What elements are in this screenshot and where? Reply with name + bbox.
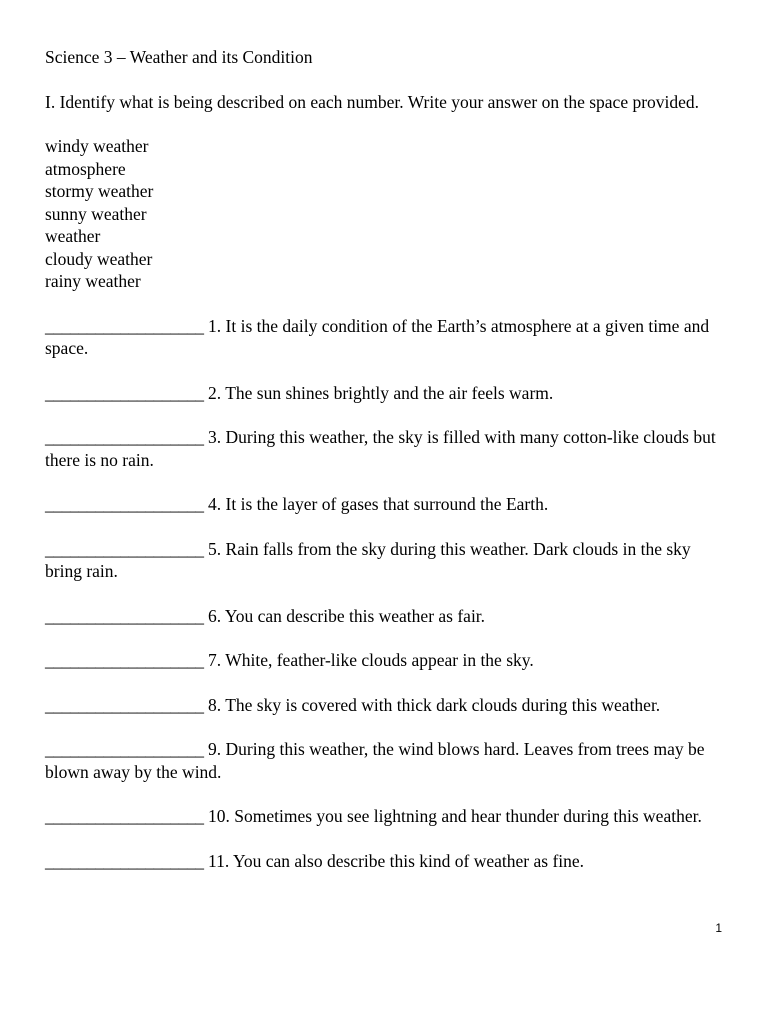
question-text: 3. During this weather, the sky is filled with many cotton-like clouds but there is no rain. xyxy=(45,427,716,470)
question-text: 4. It is the layer of gases that surround the Earth. xyxy=(208,494,549,514)
question-10 xyxy=(45,805,725,828)
answer-blank[interactable]: ___________________ xyxy=(45,605,204,626)
answer-blank[interactable]: ___________________ xyxy=(45,850,204,871)
answer-blank[interactable]: ___________________ xyxy=(45,538,204,559)
question-text: 8. The sky is covered with thick dark clouds during this weather. xyxy=(208,694,661,715)
question-text: 1. It is the daily condition of the Earth’s atmosphere at a given time and space. xyxy=(45,315,710,358)
word-bank xyxy=(45,135,725,293)
question-text: 7. White, feather-like clouds appear in the sky. xyxy=(208,650,534,670)
question-6 xyxy=(45,605,725,628)
answer-blank[interactable]: ___________________ xyxy=(45,427,204,447)
question-text: 5. Rain falls from the sky during this weather. Dark clouds in the sky bring rain. xyxy=(45,538,691,581)
word-bank-item: rainy weather xyxy=(45,271,141,291)
word-bank-item: weather xyxy=(45,226,101,246)
answer-blank[interactable]: ___________________ xyxy=(45,806,204,826)
question-5 xyxy=(45,538,725,583)
word-bank-item: cloudy weather xyxy=(45,248,153,269)
question-7 xyxy=(45,649,725,672)
answer-blank[interactable]: ___________________ xyxy=(45,694,204,715)
question-3 xyxy=(45,426,725,471)
answer-blank[interactable]: ___________________ xyxy=(45,739,204,759)
question-text: 2. The sun shines brightly and the air feels warm. xyxy=(208,382,554,403)
word-bank-item: sunny weather xyxy=(45,203,147,224)
question-9 xyxy=(45,738,725,783)
question-8 xyxy=(45,694,725,717)
question-text: 10. Sometimes you see lightning and hear thunder during this weather. xyxy=(208,806,702,826)
word-bank-item: windy weather xyxy=(45,136,149,156)
word-bank-item: atmosphere xyxy=(45,158,126,179)
question-text: 9. During this weather, the wind blows hard. Leaves from trees may be blown away by the wind. xyxy=(45,739,705,782)
question-text: 11. You can also describe this kind of weather as fine. xyxy=(208,850,585,871)
worksheet-title: Science 3 – Weather and its Condition xyxy=(45,47,313,67)
answer-blank[interactable]: ___________________ xyxy=(45,315,204,336)
question-text: 6. You can describe this weather as fair. xyxy=(208,605,486,626)
question-4 xyxy=(45,493,725,516)
answer-blank[interactable]: ___________________ xyxy=(45,650,204,670)
question-11 xyxy=(45,850,725,873)
page-number: 1 xyxy=(715,921,722,935)
answer-blank[interactable]: ___________________ xyxy=(45,494,204,514)
word-bank-item: stormy weather xyxy=(45,181,154,201)
question-1 xyxy=(45,315,725,360)
instructions: I. Identify what is being described on each number. Write your answer on the space provided. xyxy=(45,91,700,112)
answer-blank[interactable]: ___________________ xyxy=(45,382,204,403)
question-2 xyxy=(45,382,725,405)
worksheet-page xyxy=(45,46,725,894)
